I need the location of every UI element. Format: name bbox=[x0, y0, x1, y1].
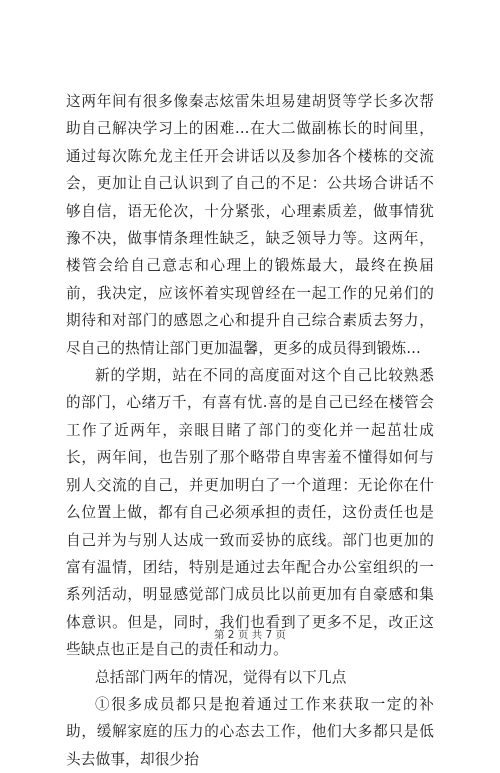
paragraph-1: 这两年间有很多像秦志炫雷朱坦易建胡贤等学长多次帮助自己解决学习上的困难…在大二做副栋长的时间里，通过每次陈允龙主任开会讲话以及参加各个楼栋的交流会，更加让自己认识到了自己的不足：公共场合讲话不够自信，语无伦次，十分紧张，心理素质差，做事情犹豫不决，做事情条理性缺乏，缺乏领导力等。这两年，楼管会给自己意志和心理上的锻炼最大，最终在换届前，我决定，应该怀着实现曾经在一起工作的兄弟们的期待和对部门的感恩之心和提升自己综合素质去努力，尽自己的热情让部门更加温馨，更多的成员得到锻炼… bbox=[66, 93, 434, 357]
paragraph-2: 新的学期，站在不同的高度面对这个自己比较熟悉的部门，心绪万千，有喜有忧.喜的是自己已经在楼管会工作了近两年，亲眼目睹了部门的变化并一起茁壮成长，两年间，也告别了那个略带自卑害羞不懂得如何与别人交流的自己，并更加明白了一个道理：无论你在什么位置上做，都有自己必须承担的责任，这份责任也是自己并为与别人达成一致而妥协的底线。部门也更加的富有温情，团结，特别是通过去年配合办公室组织的一系列活动，明显感觉部门成员比以前更加有自豪感和集体意识。但是，同时，我们也看到了更多不足，改正这些缺点也正是自己的责任和动力。 bbox=[66, 367, 434, 659]
paragraph-4: ①很多成员都只是抱着通过工作来获取一定的补助，缓解家庭的压力的心态去工作，他们大多都只是低头去做事，却很少抬 bbox=[66, 695, 434, 768]
page-number-footer: 第 2 页 共 7 页 bbox=[213, 629, 287, 641]
paragraph-3: 总括部门两年的情况，觉得有以下几点 bbox=[95, 668, 347, 686]
document-body bbox=[66, 88, 434, 773]
